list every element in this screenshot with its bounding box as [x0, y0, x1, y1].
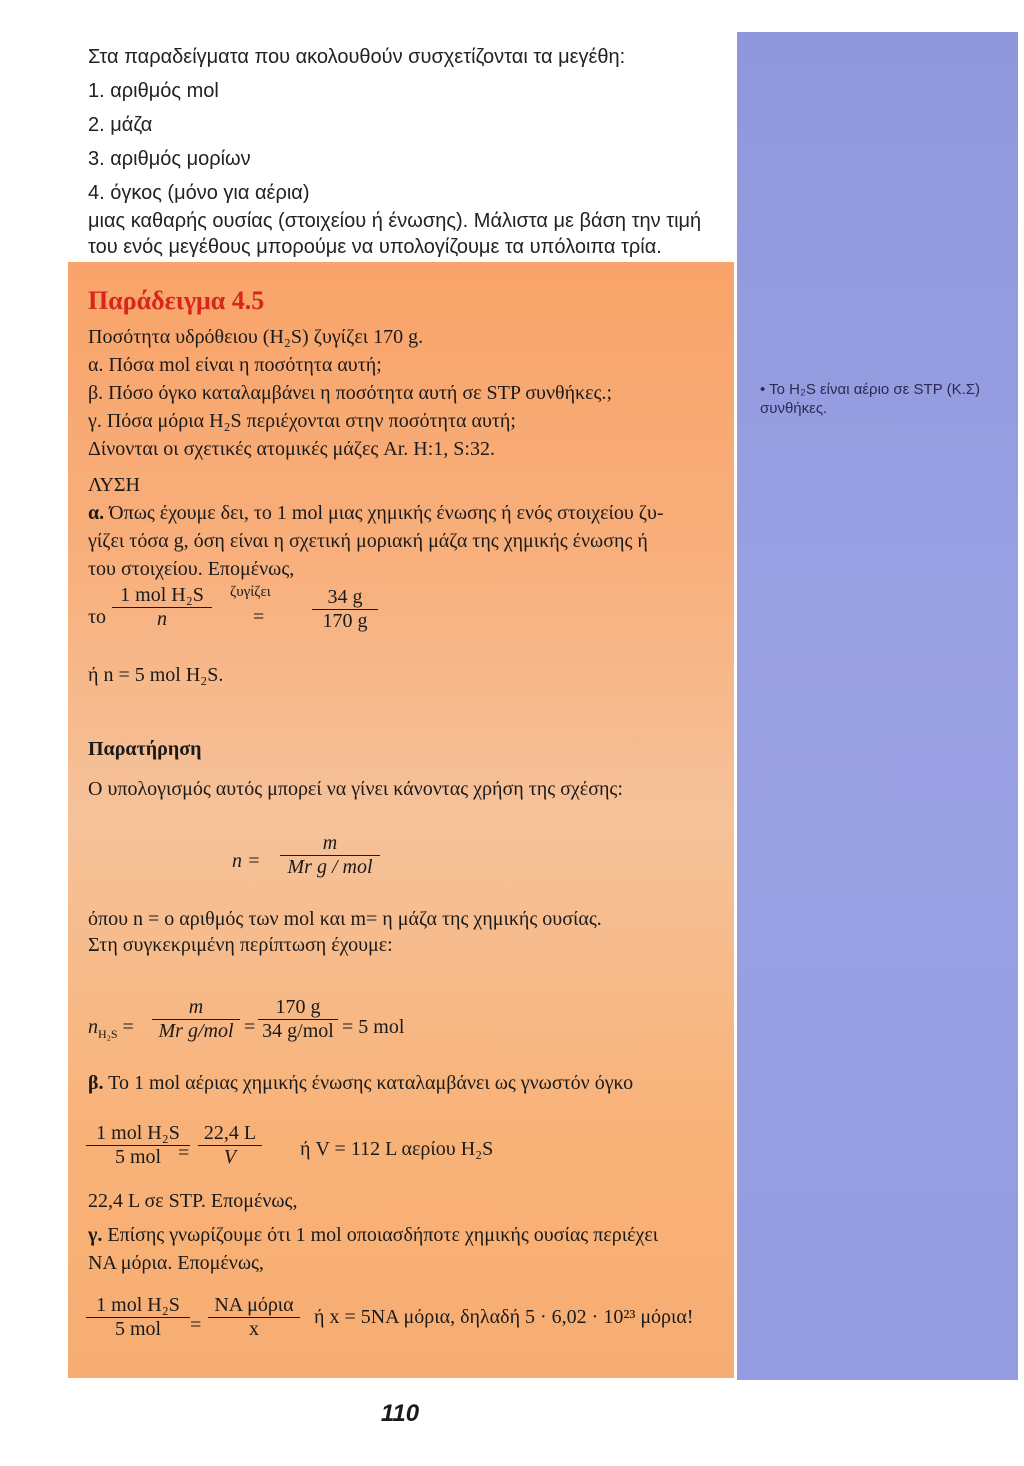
- answer-a-result: ή n = 5 mol H₂S.: [88, 664, 224, 686]
- example-given: Ποσότητα υδρόθειου (H₂S) ζυγίζει 170 g.: [88, 326, 424, 348]
- formula4-equals: =: [178, 1142, 190, 1164]
- answer-b-line-2: 22,4 L σε STP. Επομένως,: [88, 1190, 298, 1212]
- note-line-2: όπου n = ο αριθμός των mol και m= η μάζα της χημικής ουσίας.: [88, 908, 602, 930]
- answer-b-line-1: β. Το 1 mol αέριας χημικής ένωσης καταλαμβάνει ως γνωστόν όγκο: [88, 1072, 634, 1094]
- intro-item-3: 3. αριθμός μορίων: [88, 148, 251, 170]
- intro-item-1: 1. αριθμός mol: [88, 80, 219, 102]
- formula4-fraction-2: 22,4 L V: [198, 1122, 262, 1169]
- formula2-fraction: m Mr g / mol: [280, 832, 380, 879]
- sidenote-h2s-gas: • Το H₂S είναι αέριο σε STP (Κ.Σ) συνθήκες.: [760, 381, 981, 417]
- intro-tail-2: του ενός μεγέθους μπορούμε να υπολογίζουμε τα υπόλοιπα τρία.: [88, 236, 662, 258]
- intro-lead: Στα παραδείγματα που ακολουθούν συσχετίζονται τα μεγέθη:: [88, 46, 626, 68]
- given-atomic-masses: Δίνονται οι σχετικές ατομικές μάζες Ar. H:1, S:32.: [88, 438, 495, 460]
- formula3-result: = 5 mol: [342, 1016, 405, 1038]
- note-line-1: Ο υπολογισμός αυτός μπορεί να γίνει κάνοντας χρήση της σχέσης:: [88, 778, 623, 800]
- formula1-prefix: το: [88, 606, 107, 628]
- formula1-equals: =: [253, 606, 265, 628]
- formula3-fraction-1: m Mr g/mol: [152, 996, 240, 1043]
- intro-item-2: 2. μάζα: [88, 114, 153, 136]
- question-b: β. Πόσο όγκο καταλαμβάνει η ποσότητα αυτή σε STP συνθήκες.;: [88, 382, 612, 404]
- question-a: α. Πόσα mol είναι η ποσότητα αυτή;: [88, 354, 382, 376]
- formula1-fraction-right: 34 g 170 g: [312, 586, 378, 633]
- formula5-equals: =: [190, 1314, 202, 1336]
- question-c: γ. Πόσα μόρια H₂S περιέχονται στην ποσότητα αυτή;: [88, 410, 516, 432]
- formula1-fraction-left: 1 mol H₂S n: [112, 584, 212, 631]
- formula1-weighs-label: ζυγίζει: [230, 584, 271, 600]
- answer-a-label: α.: [88, 502, 105, 524]
- note-line-3: Στη συγκεκριμένη περίπτωση έχουμε:: [88, 934, 393, 956]
- answer-c-label: γ.: [88, 1224, 103, 1246]
- answer-b-label: β.: [88, 1072, 104, 1094]
- formula5-result: ή x = 5NA μόρια, δηλαδή 5 · 6,02 · 10²³ μόρια!: [314, 1306, 694, 1328]
- formula3-lhs: $n_{H_2S}$ =: [88, 1016, 134, 1041]
- answer-a-line-3: του στοιχείου. Επομένως,: [88, 558, 295, 580]
- formula4-result: ή V = 112 L αερίου H₂S: [300, 1138, 494, 1160]
- answer-c-line-2: NA μόρια. Επομένως,: [88, 1252, 264, 1274]
- formula3-equals: =: [244, 1016, 256, 1038]
- answer-a-line-2: γίζει τόσα g, όση είναι η σχετική μοριακή μάζα της χημικής ένωσης ή: [88, 530, 648, 552]
- formula2-lhs: n =: [232, 850, 261, 872]
- note-title: Παρατήρηση: [88, 738, 202, 760]
- formula5-fraction-2: NA μόρια x: [208, 1294, 300, 1341]
- page-number: 110: [380, 1400, 420, 1427]
- formula5-fraction-1: 1 mol H₂S 5 mol: [86, 1294, 190, 1341]
- intro-item-4: 4. όγκος (μόνο για αέρια): [88, 182, 310, 204]
- solution-heading: ΛΥΣΗ: [88, 474, 140, 496]
- formula3-fraction-2: 170 g 34 g/mol: [258, 996, 338, 1043]
- margin-sidebar: [737, 32, 1018, 1380]
- answer-c-line-1: γ. Επίσης γνωρίζουμε ότι 1 mol οποιασδήποτε χημικής ουσίας περιέχει: [88, 1224, 659, 1246]
- answer-a-line-1: α. Όπως έχουμε δει, το 1 mol μιας χημικής ένωσης ή ενός στοιχείου ζυ-: [88, 502, 664, 524]
- intro-tail-1: μιας καθαρής ουσίας (στοιχείου ή ένωσης). Μάλιστα με βάση την τιμή: [88, 210, 702, 232]
- example-title: Παράδειγμα 4.5: [88, 286, 265, 315]
- formula4-fraction-1: 1 mol H₂S 5 mol: [86, 1122, 190, 1169]
